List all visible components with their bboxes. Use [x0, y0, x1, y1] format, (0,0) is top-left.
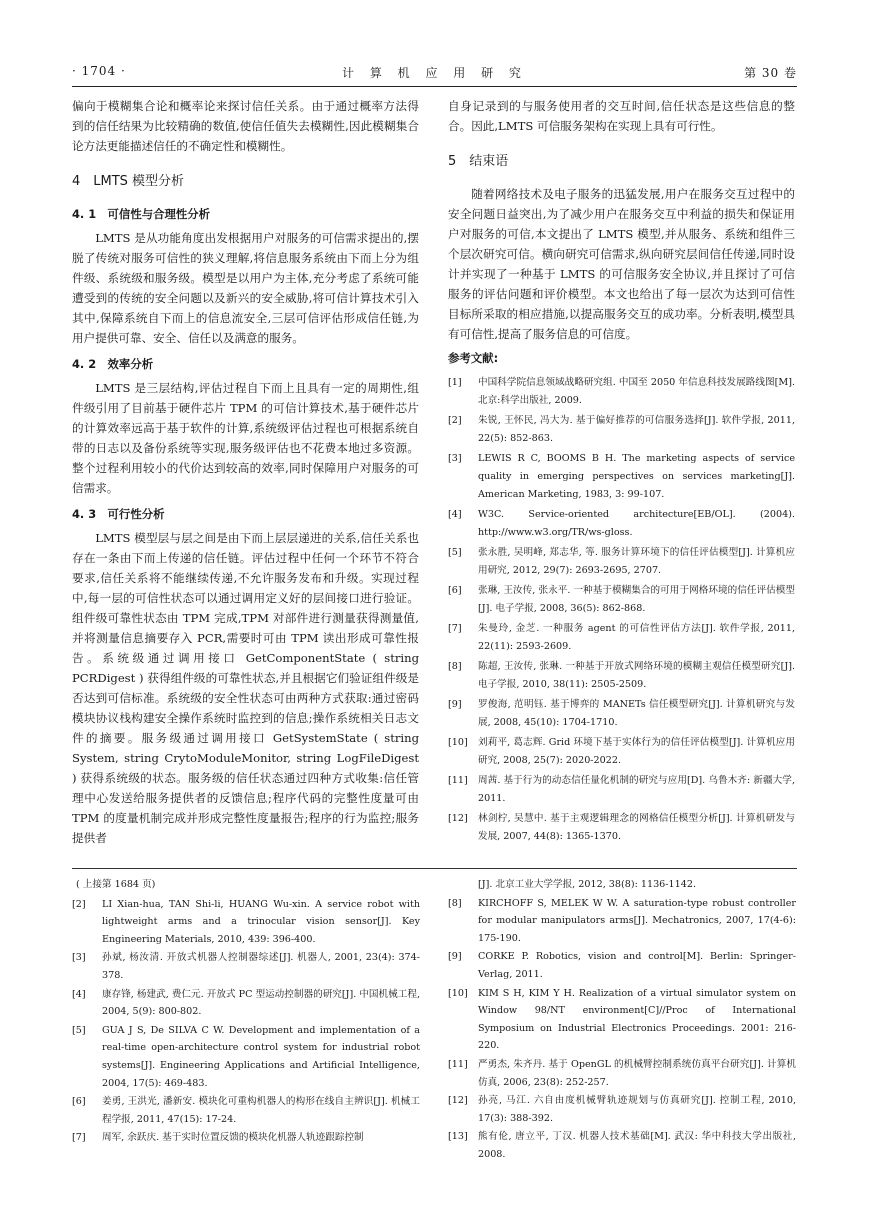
- reference-text: 罗俊海, 范明钰. 基于博弈的 MANETs 信任模型研究[J]. 计算机研究与发展, 2008, 45(10): 1704-1710.: [478, 699, 795, 728]
- section-4-title: 4 LMTS 模型分析: [72, 174, 185, 189]
- reference-text: 姜勇, 王洪光, 潘新安. 模块化可重构机器人的构形在线自主辨识[J]. 机械工程学报, 2011, 47(15): 17-24.: [102, 1096, 420, 1125]
- reference-number: [4]: [448, 509, 462, 520]
- reference-number: [2]: [448, 415, 462, 426]
- subsection-4-3-text: LMTS 模型层与层之间是由下而上层层递进的关系,信任关系也存在一条由下而上传递的信任链。评估过程中任何一个环节不符合要求,信任关系将不能继续传递,不允许服务发布和升级。实现过程中,每一层的可信性状态可以通过调用定义好的层间接口进行验证。组件级可靠性状态由 TPM 完成,TPM 对部件进行测量获得测量值,并将测量信息摘要存入 PCR,需要时可由 TPM 读出形成可靠性报告。系统级通过调用接口 GetComponentState ( string PCRDigest ) 获得组件级的可靠性状态,并且根据它们验证组件级是否达到可信标准。系统级的安全性状态可由两种方式获取:通过密码模块协议栈构建安全操作系统时监控到的信息;操作系统相关日志文件的摘要。服务级通过调用接口 GetSystemState ( string System, string CrytoModuleMonitor, string LogFileDigest ) 获得系统级的状态。服务级的信任状态通过四种方式收集:信任管理中心发送给服务提供者的反馈信息;程序代码的完整性度量可由 TPM 的度量机制完成并形成完整性度量报告;程序的行为监控;服务提供者: [72, 531, 419, 845]
- subsection-4-1-title: 4. 1 可信性与合理性分析: [72, 207, 211, 221]
- reference-text: 孙斌, 杨汝清. 开放式机器人控制器综述[J]. 机器人, 2001, 23(4): 374-378.: [102, 952, 420, 981]
- reference-text: 陈超, 王汝传, 张琳. 一种基于开放式网络环境的模糊主观信任模型研究[J]. 电子学报, 2010, 38(11): 2505-2509.: [478, 661, 795, 690]
- reference-text: 严勇杰, 朱齐丹. 基于 OpenGL 的机械臂控制系统仿真平台研究[J]. 计算机仿真, 2006, 23(8): 252-257.: [478, 1058, 796, 1088]
- section-divider: [72, 868, 797, 869]
- reference-number: [10]: [448, 987, 468, 999]
- reference-number: [9]: [448, 699, 462, 710]
- reference-number: [13]: [448, 1131, 468, 1143]
- reference-number: [5]: [448, 547, 462, 558]
- continued-ref-list-right: [448, 895, 796, 1164]
- reference-text: KIM S H, KIM Y H. Realization of a virtual simulator system on Window 98/NT environment[C]//Proc of International Symposium on Industrial Electronics Proceedings. 2001: 216-220.: [478, 987, 796, 1052]
- reference-item: [448, 734, 795, 770]
- reference-text: 朱锐, 王怀民, 冯大为. 基于偏好推荐的可信服务选择[J]. 软件学报, 2011, 22(5): 852-863.: [478, 415, 795, 444]
- reference-item: [72, 986, 420, 1021]
- continued-paragraph: 自身记录到的与服务使用者的交互时间,信任状态是这些信息的整合。因此,LMTS 可信服务架构在实现上具有可行性。: [448, 99, 795, 133]
- reference-number: [11]: [448, 1058, 468, 1070]
- reference-item: [448, 450, 795, 504]
- reference-number: [4]: [72, 988, 86, 1000]
- reference-item: [448, 810, 795, 846]
- reference-number: [6]: [72, 1096, 86, 1108]
- subsection-4-2-title: 4. 2 效率分析: [72, 357, 154, 371]
- reference-text: W3C. Service-oriented architecture[EB/OL]. (2004). http://www.w3.org/TR/ws-gloss.: [478, 509, 795, 538]
- reference-item: [448, 1056, 796, 1091]
- reference-item: [448, 544, 795, 580]
- page-number: · 1704 ·: [72, 64, 126, 78]
- subsection-4-3-title: 4. 3 可行性分析: [72, 507, 165, 521]
- reference-item: [448, 985, 796, 1055]
- reference-item: [72, 896, 420, 949]
- section-5-title: 5 结束语: [448, 154, 509, 169]
- reference-number: [6]: [448, 585, 462, 596]
- reference-number: [10]: [448, 737, 468, 748]
- subsection-4-1-text: LMTS 是从功能角度出发根据用户对服务的可信需求提出的,摆脱了传统对服务可信性的狭义理解,将信息服务系统由下而上分为组件级、系统级和服务级。模型是以用户为主体,充分考虑了系统可能遭受到的传统的安全问题以及新兴的安全威胁,将可信计算技术引入其中,保障系统自下而上的信息流安全,三层可信评估形成信任链,为用户提供可靠、安全、信任以及满意的服务。: [72, 231, 419, 345]
- reference-number: [11]: [448, 775, 468, 786]
- reference-number: [12]: [448, 813, 468, 824]
- reference-list: [448, 374, 795, 846]
- reference-text: KIRCHOFF S, MELEK W W. A saturation-type robust controller for modular manipulators arms[J]. Mechatronics, 2007, 17(4-6): 175-190.: [478, 897, 796, 944]
- reference-text: GUA J S, De SILVA C W. Development and implementation of a real-time open-architecture control system for industrial robot systems[J]. Engineering Applications and Artificial Intelligence, 2004, 17(5): 469-483.: [102, 1024, 420, 1089]
- continued-refs-right: [448, 876, 796, 1165]
- left-column: [72, 96, 419, 848]
- reference-text: 康存锋, 杨建武, 费仁元. 开放式 PC 型运动控制器的研究[J]. 中国机械工程, 2004, 5(9): 800-802.: [102, 988, 420, 1018]
- header-rule: [72, 86, 797, 87]
- reference-text: 刘莉平, 葛志辉. Grid 环境下基于实体行为的信任评估模型[J]. 计算机应用研究, 2008, 25(7): 2020-2022.: [478, 737, 795, 766]
- subsection-4-2-text: LMTS 是三层结构,评估过程自下而上且具有一定的周期性,组件级引用了目前基于硬件芯片 TPM 的可信计算技术,基于硬件芯片的计算效率远高于基于软件的计算,系统级评估过程也可根据系统自带的日志以及备份系统等实现,服务级评估也不花费本地过多资源。整个过程利用较小的代价达到较高的效率,同时保障用户对服务的可信需求。: [72, 381, 419, 495]
- conclusion-text: 随着网络技术及电子服务的迅猛发展,用户在服务交互过程中的安全问题日益突出,为了减少用户在服务交互中利益的损失和保证用户对服务的可信,本文提出了 LMTS 模型,并从服务、系统和组件三个层次研究可信。横向研究可信需求,纵向研究层间信任传递,同时设计并实现了一种基于 LMTS 的可信服务安全协议,并且探讨了可信服务的评估问题和评价模型。本文也给出了每一层次为达到可信性目标所采取的相应措施,以提高服务交互的成功率。分析表明,模型具有可信性,提高了服务信息的可信度。: [448, 187, 795, 341]
- reference-number: [8]: [448, 661, 462, 672]
- volume-label: 第 30 卷: [744, 66, 797, 80]
- reference-item: [448, 772, 795, 808]
- reference-item: [448, 582, 795, 618]
- reference-item: [448, 895, 796, 948]
- reference-text: 朱曼玲, 金芝. 一种服务 agent 的可信性评估方法[J]. 软件学报, 2011, 22(11): 2593-2609.: [478, 623, 795, 652]
- reference-number: [2]: [72, 898, 86, 910]
- reference-item: [72, 1093, 420, 1128]
- continued-label: ( 上接第 1684 页): [76, 879, 156, 890]
- reference-number: [12]: [448, 1095, 468, 1107]
- reference-text: LI Xian-hua, TAN Shi-li, HUANG Wu-xin. A service robot with lightweight arms and a trinocular vision sensor[J]. Key Engineering Materials, 2010, 439: 396-400.: [102, 898, 420, 945]
- reference-item: [448, 1128, 796, 1163]
- reference-item: [72, 1022, 420, 1092]
- reference-number: [5]: [72, 1024, 86, 1036]
- reference-item: [72, 949, 420, 984]
- reference-text: LEWIS R C, BOOMS B H. The marketing aspects of service quality in emerging perspectives on services marketing[J]. American Marketing, 1983, 3: 99-107.: [478, 453, 795, 500]
- reference-number: [9]: [448, 951, 462, 963]
- reference-number: [8]: [448, 897, 462, 909]
- reference-item: [448, 374, 795, 410]
- reference-text: 熊有伦, 唐立平, 丁汉. 机器人技术基础[M]. 武汉: 华中科技大学出版社, 2008.: [478, 1131, 796, 1160]
- page-header: [72, 62, 797, 84]
- references-title: 参考文献:: [448, 351, 499, 365]
- reference-item: [448, 412, 795, 448]
- right-column: [448, 96, 795, 848]
- continued-ref-fragment: [J]. 北京工业大学学报, 2012, 38(8): 1136-1142.: [478, 879, 696, 890]
- reference-text: 张永胜, 吴明峰, 郑志华, 等. 服务计算环境下的信任评估模型[J]. 计算机应用研究, 2012, 29(7): 2693-2695, 2707.: [478, 547, 795, 576]
- reference-text: 林剑柠, 吴慧中. 基于主观逻辑理念的网格信任模型分析[J]. 计算机研发与发展, 2007, 44(8): 1365-1370.: [478, 813, 795, 842]
- journal-title: 计 算 机 应 用 研 究: [342, 66, 527, 80]
- reference-number: [3]: [448, 453, 462, 464]
- reference-text: CORKE P. Robotics, vision and control[M]. Berlin: Springer-Verlag, 2011.: [478, 951, 796, 980]
- reference-text: 孙亮, 马江. 六自由度机械臂轨迹规划与仿真研究[J]. 控制工程, 2010, 17(3): 388-392.: [478, 1095, 796, 1124]
- reference-text: 周茜. 基于行为的动态信任量化机制的研究与应用[D]. 乌鲁木齐: 新疆大学, 2011.: [478, 775, 795, 804]
- reference-item: [448, 620, 795, 656]
- reference-item: [72, 1129, 420, 1147]
- reference-text: 张琳, 王汝传, 张永平. 一种基于模糊集合的可用于网格环境的信任评估模型[J]. 电子学报, 2008, 36(5): 862-868.: [478, 585, 795, 614]
- continued-ref-list-left: [72, 896, 420, 1147]
- reference-item: [448, 658, 795, 694]
- intro-paragraph: 偏向于模糊集合论和概率论来探讨信任关系。由于通过概率方法得到的信任结果为比较精确的数值,使信任值失去模糊性,因此模糊集合论方法更能描述信任的不确定性和模糊性。: [72, 99, 419, 153]
- reference-item: [448, 1092, 796, 1127]
- continued-refs-left: [72, 876, 420, 1148]
- reference-text: 周军, 余跃庆. 基于实时位置反馈的模块化机器人轨迹跟踪控制: [102, 1132, 364, 1144]
- reference-item: [448, 506, 795, 542]
- reference-item: [448, 948, 796, 983]
- reference-text: 中国科学院信息领域战略研究组. 中国至 2050 年信息科技发展路线图[M]. 北京:科学出版社, 2009.: [478, 377, 795, 406]
- reference-number: [7]: [448, 623, 462, 634]
- reference-number: [3]: [72, 952, 86, 964]
- reference-number: [7]: [72, 1132, 86, 1144]
- reference-item: [448, 696, 795, 732]
- reference-number: [1]: [448, 377, 462, 388]
